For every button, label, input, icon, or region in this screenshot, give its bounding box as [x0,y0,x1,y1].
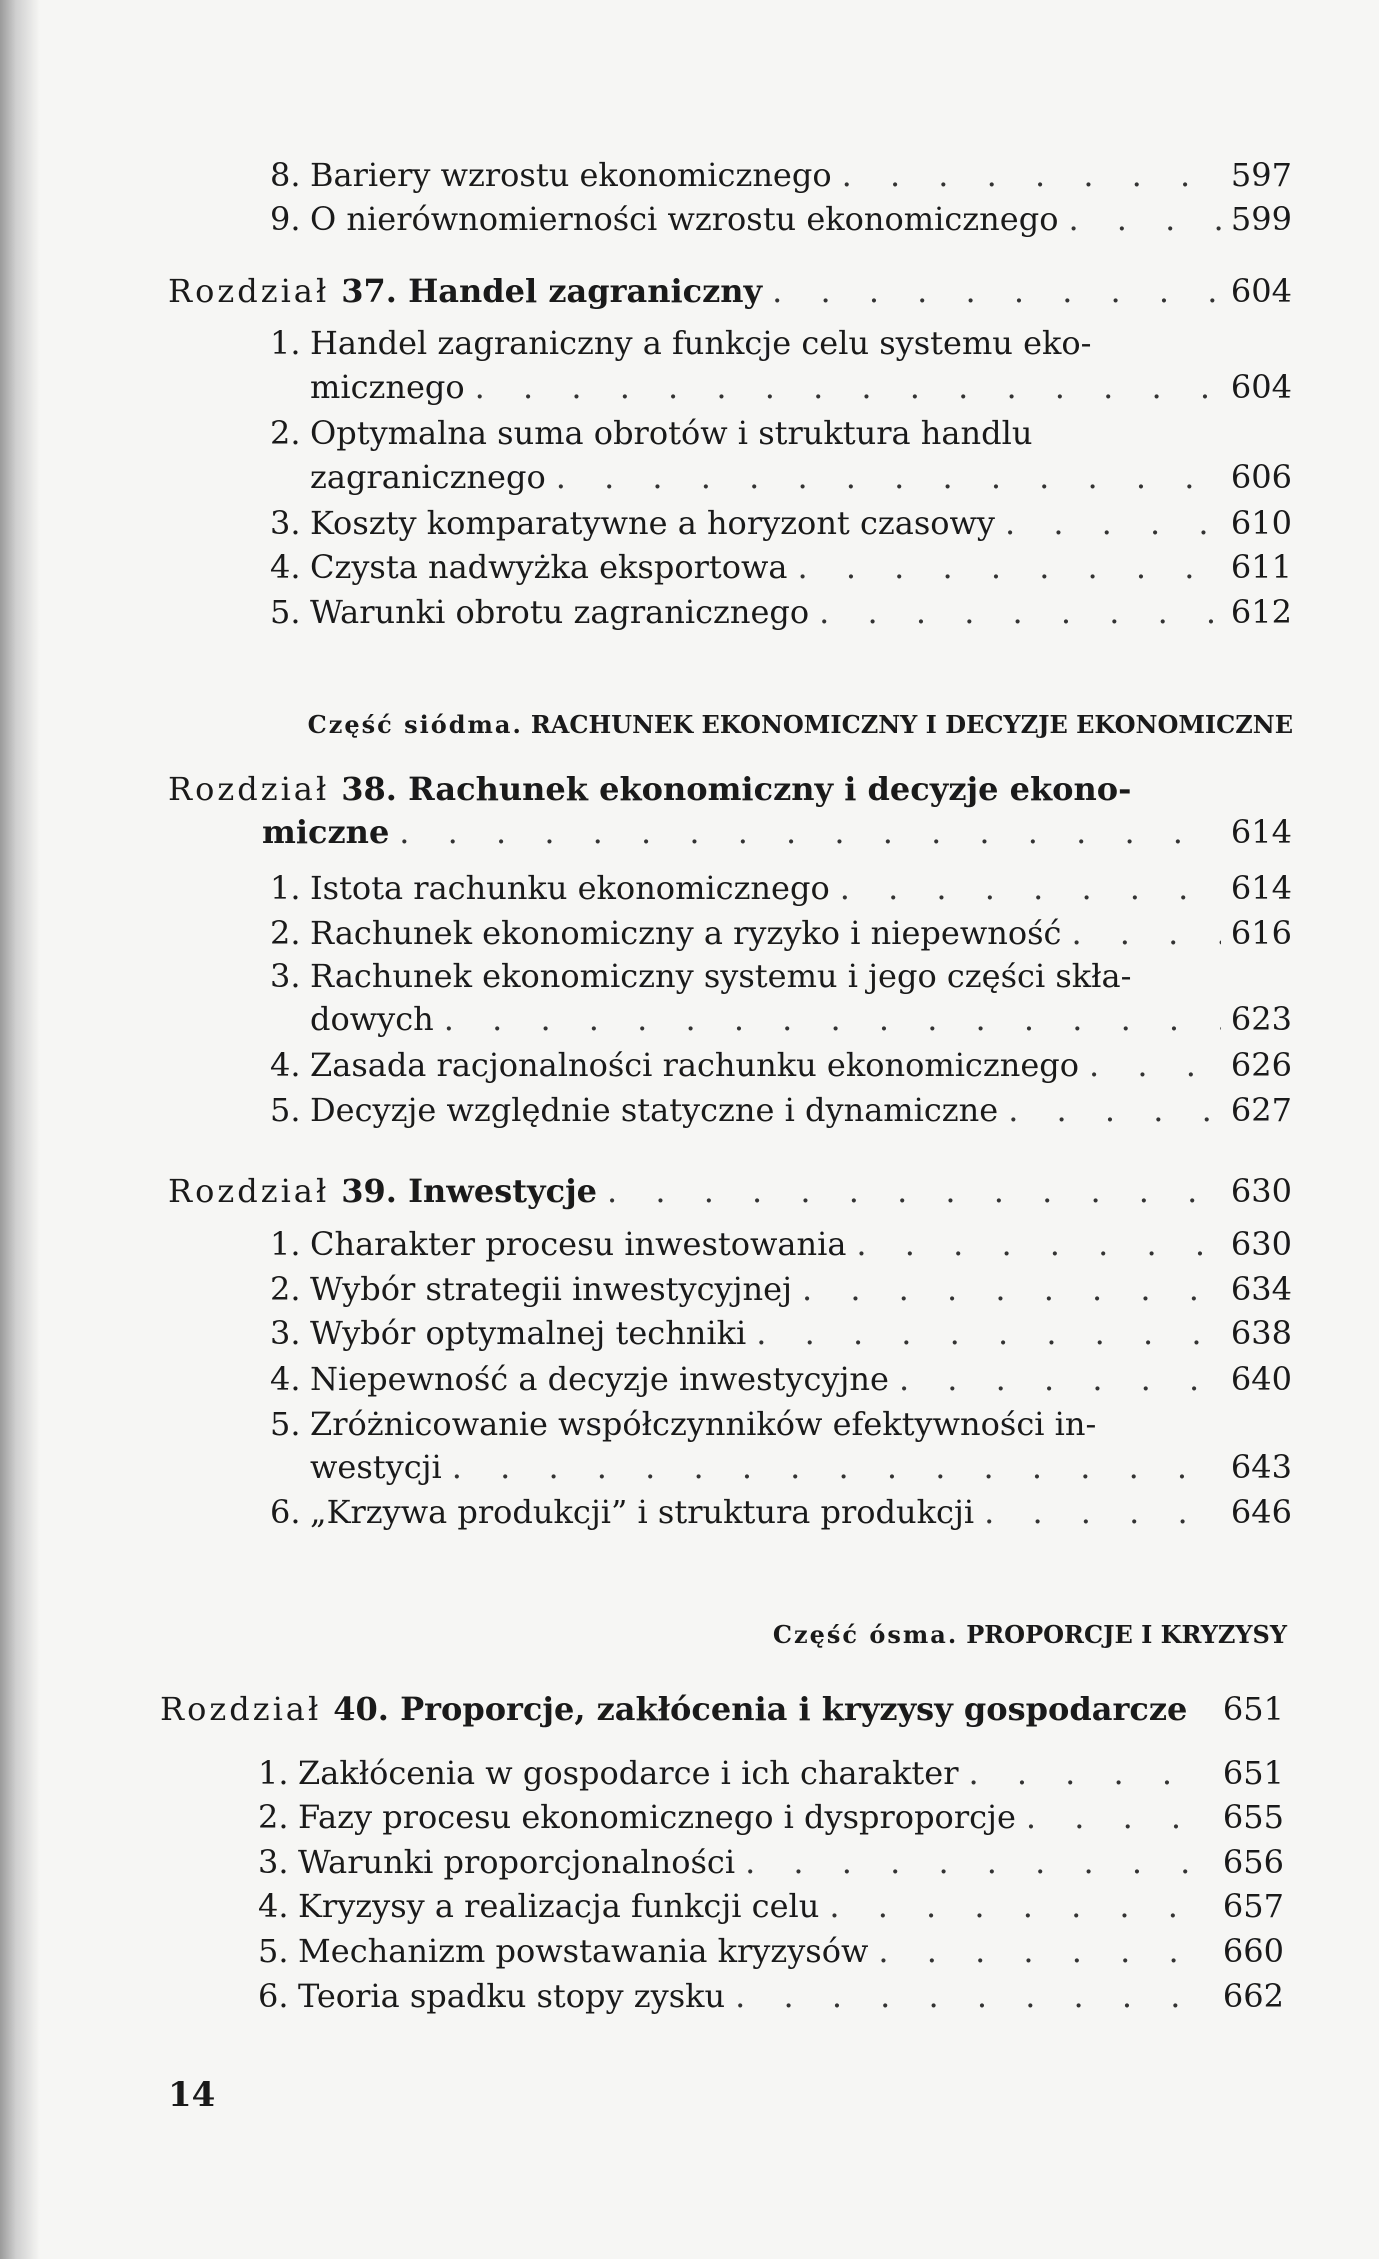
entry-title: Fazy procesu ekonomicznego i dysproporcje [298,1798,1016,1836]
part-title: RACHUNEK EKONOMICZNY I DECYZJE EKONOMICZNE [530,710,1293,739]
entry-number: 1. [270,324,301,362]
dot-leader [984,1493,1221,1531]
dot-leader [878,1932,1213,1970]
entry-page: 640 [1230,1360,1292,1398]
entry-number: 4. [270,548,301,586]
entry-page: 657 [1222,1887,1284,1925]
entry-number: 3. [270,1314,301,1352]
entry-page: 634 [1230,1270,1292,1308]
entry-page: 604 [1230,272,1292,310]
entry-page: 627 [1230,1091,1292,1129]
entry-title: 38. Rachunek ekonomiczny i decyzje ekono- [341,770,1132,808]
entry-page: 597 [1230,156,1292,194]
page-number: 14 [168,2075,216,2115]
dot-leader [819,593,1221,631]
entry-title: Rachunek ekonomiczny a ryzyko i niepewność [310,914,1062,952]
scan-edge-shadow [0,0,40,2259]
toc-entry [310,1000,1292,1038]
entry-page: 623 [1230,1000,1292,1038]
toc-entry [270,1314,1292,1352]
dot-leader [1068,200,1220,238]
entry-title: micznego [310,368,465,406]
dot-leader [607,1172,1221,1210]
entry-page: 630 [1230,1172,1292,1210]
toc-entry [310,458,1292,496]
entry-page: 599 [1230,200,1292,238]
entry-page: 656 [1222,1843,1284,1881]
entry-page: 614 [1230,869,1292,907]
entry-number: 1. [270,1225,301,1263]
entry-title: Istota rachunku ekonomicznego [310,869,830,907]
toc-entry [258,1754,1284,1792]
toc-chapter-line [168,770,1292,808]
entry-title: Optymalna suma obrotów i struktura handlu [310,414,1033,452]
dot-leader [1008,1091,1221,1129]
entry-number: 6. [270,1493,301,1531]
toc-entry [270,1405,1292,1443]
entry-number: 5. [270,1091,301,1129]
dot-leader [829,1887,1213,1925]
entry-number: 9. [270,200,301,238]
chapter-label: Rozdział [168,272,330,310]
toc-entry [270,1046,1292,1084]
toc-chapter-line [160,1690,1284,1728]
toc-entry [270,1225,1292,1263]
dot-leader [840,869,1221,907]
toc-entry [270,593,1292,631]
toc-entry [270,156,1292,194]
entry-number: 1. [258,1754,289,1792]
toc-entry [258,1798,1284,1836]
chapter-label: Rozdział [168,770,330,808]
entry-page: 643 [1230,1448,1292,1486]
dot-leader [1071,914,1220,952]
toc-chapter-line [262,813,1292,851]
dot-leader [1005,504,1221,542]
entry-title: Bariery wzrostu ekonomicznego [310,156,832,194]
entry-title: 39. Inwestycje [341,1172,598,1210]
entry-page: 611 [1230,548,1292,586]
entry-page: 651 [1222,1754,1284,1792]
toc-entry [310,1448,1292,1486]
dot-leader [735,1977,1213,2015]
entry-title: zagranicznego [310,458,546,496]
entry-title: Wybór strategii inwestycyjnej [310,1270,792,1308]
dot-leader [797,548,1220,586]
toc-entry [270,914,1292,952]
entry-title: miczne [262,813,390,851]
entry-number: 3. [258,1843,289,1881]
part-label: Część ósma. [772,1620,959,1649]
entry-page: 630 [1230,1225,1292,1263]
entry-number: 8. [270,156,301,194]
dot-leader [899,1360,1221,1398]
entry-page: 612 [1230,593,1292,631]
entry-number: 2. [258,1798,289,1836]
entry-title: Niepewność a decyzje inwestycyjne [310,1360,889,1398]
toc-entry [270,1360,1292,1398]
entry-title: Czysta nadwyżka eksportowa [310,548,788,586]
entry-number: 2. [270,914,301,952]
entry-title: Zróżnicowanie współczynników efektywności in- [310,1405,1097,1443]
toc-entry [258,1843,1284,1881]
dot-leader [856,1225,1221,1263]
entry-number: 3. [270,504,301,542]
entry-title: Zasada racjonalności rachunku ekonomicznego [310,1046,1079,1084]
dot-leader [756,1314,1221,1352]
dot-leader [968,1754,1212,1792]
part-label: Część siódma. [307,710,523,739]
entry-number: 2. [270,414,301,452]
entry-title: Charakter procesu inwestowania [310,1225,847,1263]
entry-number: 4. [270,1360,301,1398]
dot-leader [842,156,1221,194]
part-heading [308,710,1293,739]
entry-title: Zakłócenia w gospodarce i ich charakter [298,1754,959,1792]
entry-page: 604 [1230,368,1292,406]
entry-page: 660 [1222,1932,1284,1970]
toc-entry [270,869,1292,907]
entry-title: Mechanizm powstawania kryzysów [298,1932,869,1970]
entry-number: 3. [270,957,301,995]
chapter-label: Rozdział [168,1172,330,1210]
toc-entry [258,1977,1284,2015]
dot-leader [452,1448,1221,1486]
toc-entry [270,200,1292,238]
toc-entry [270,957,1292,995]
entry-title: Warunki proporcjonalności [298,1843,736,1881]
toc-entry [270,504,1292,542]
entry-title: Koszty komparatywne a horyzont czasowy [310,504,995,542]
entry-number: 6. [258,1977,289,2015]
entry-number: 1. [270,869,301,907]
entry-title: Handel zagraniczny a funkcje celu systemu eko- [310,324,1092,362]
entry-page: 606 [1230,458,1292,496]
dot-leader [399,813,1221,851]
toc-entry [270,414,1292,452]
entry-number: 5. [258,1932,289,1970]
entry-title: dowych [310,1000,434,1038]
entry-title: westycji [310,1448,442,1486]
entry-number: 4. [258,1887,289,1925]
entry-page: 616 [1230,914,1292,952]
entry-page: 662 [1222,1977,1284,2015]
dot-leader [1026,1798,1213,1836]
entry-page: 626 [1230,1046,1292,1084]
entry-title: 37. Handel zagraniczny [341,272,763,310]
entry-number: 2. [270,1270,301,1308]
entry-title: Warunki obrotu zagranicznego [310,593,810,631]
toc-entry [270,548,1292,586]
dot-leader [556,458,1221,496]
dot-leader [802,1270,1221,1308]
chapter-label: Rozdział [160,1690,322,1728]
entry-title: Rachunek ekonomiczny systemu i jego części skła- [310,957,1132,995]
toc-entry [270,1091,1292,1129]
dot-leader [444,1000,1221,1038]
entry-number: 5. [270,1405,301,1443]
toc-chapter-line [168,272,1292,310]
part-title: PROPORCJE I KRYZYSY [966,1620,1287,1649]
dot-leader [475,368,1221,406]
entry-title: Decyzje względnie statyczne i dynamiczne [310,1091,999,1129]
entry-number: 5. [270,593,301,631]
entry-title: O nierównomierności wzrostu ekonomicznego [310,200,1059,238]
entry-title: „Krzywa produkcji” i struktura produkcji [310,1493,975,1531]
entry-page: 655 [1222,1798,1284,1836]
entry-number: 4. [270,1046,301,1084]
toc-entry [310,368,1292,406]
entry-title: Kryzysy a realizacja funkcji celu [298,1887,820,1925]
entry-page: 638 [1230,1314,1292,1352]
toc-entry [258,1887,1284,1925]
entry-title: Teoria spadku stopy zysku [298,1977,726,2015]
entry-title: 40. Proporcje, zakłócenia i kryzysy gospodarcze [333,1690,1188,1728]
part-heading [773,1620,1287,1649]
toc-entry [270,1493,1292,1531]
entry-page: 646 [1230,1493,1292,1531]
dot-leader [745,1843,1213,1881]
entry-page: 610 [1230,504,1292,542]
dot-leader [772,272,1221,310]
entry-page: 651 [1222,1690,1284,1728]
toc-entry [270,324,1292,362]
dot-leader [1089,1046,1221,1084]
toc-chapter-line [168,1172,1292,1210]
toc-entry [258,1932,1284,1970]
entry-title: Wybór optymalnej techniki [310,1314,747,1352]
entry-page: 614 [1230,813,1292,851]
toc-entry [270,1270,1292,1308]
